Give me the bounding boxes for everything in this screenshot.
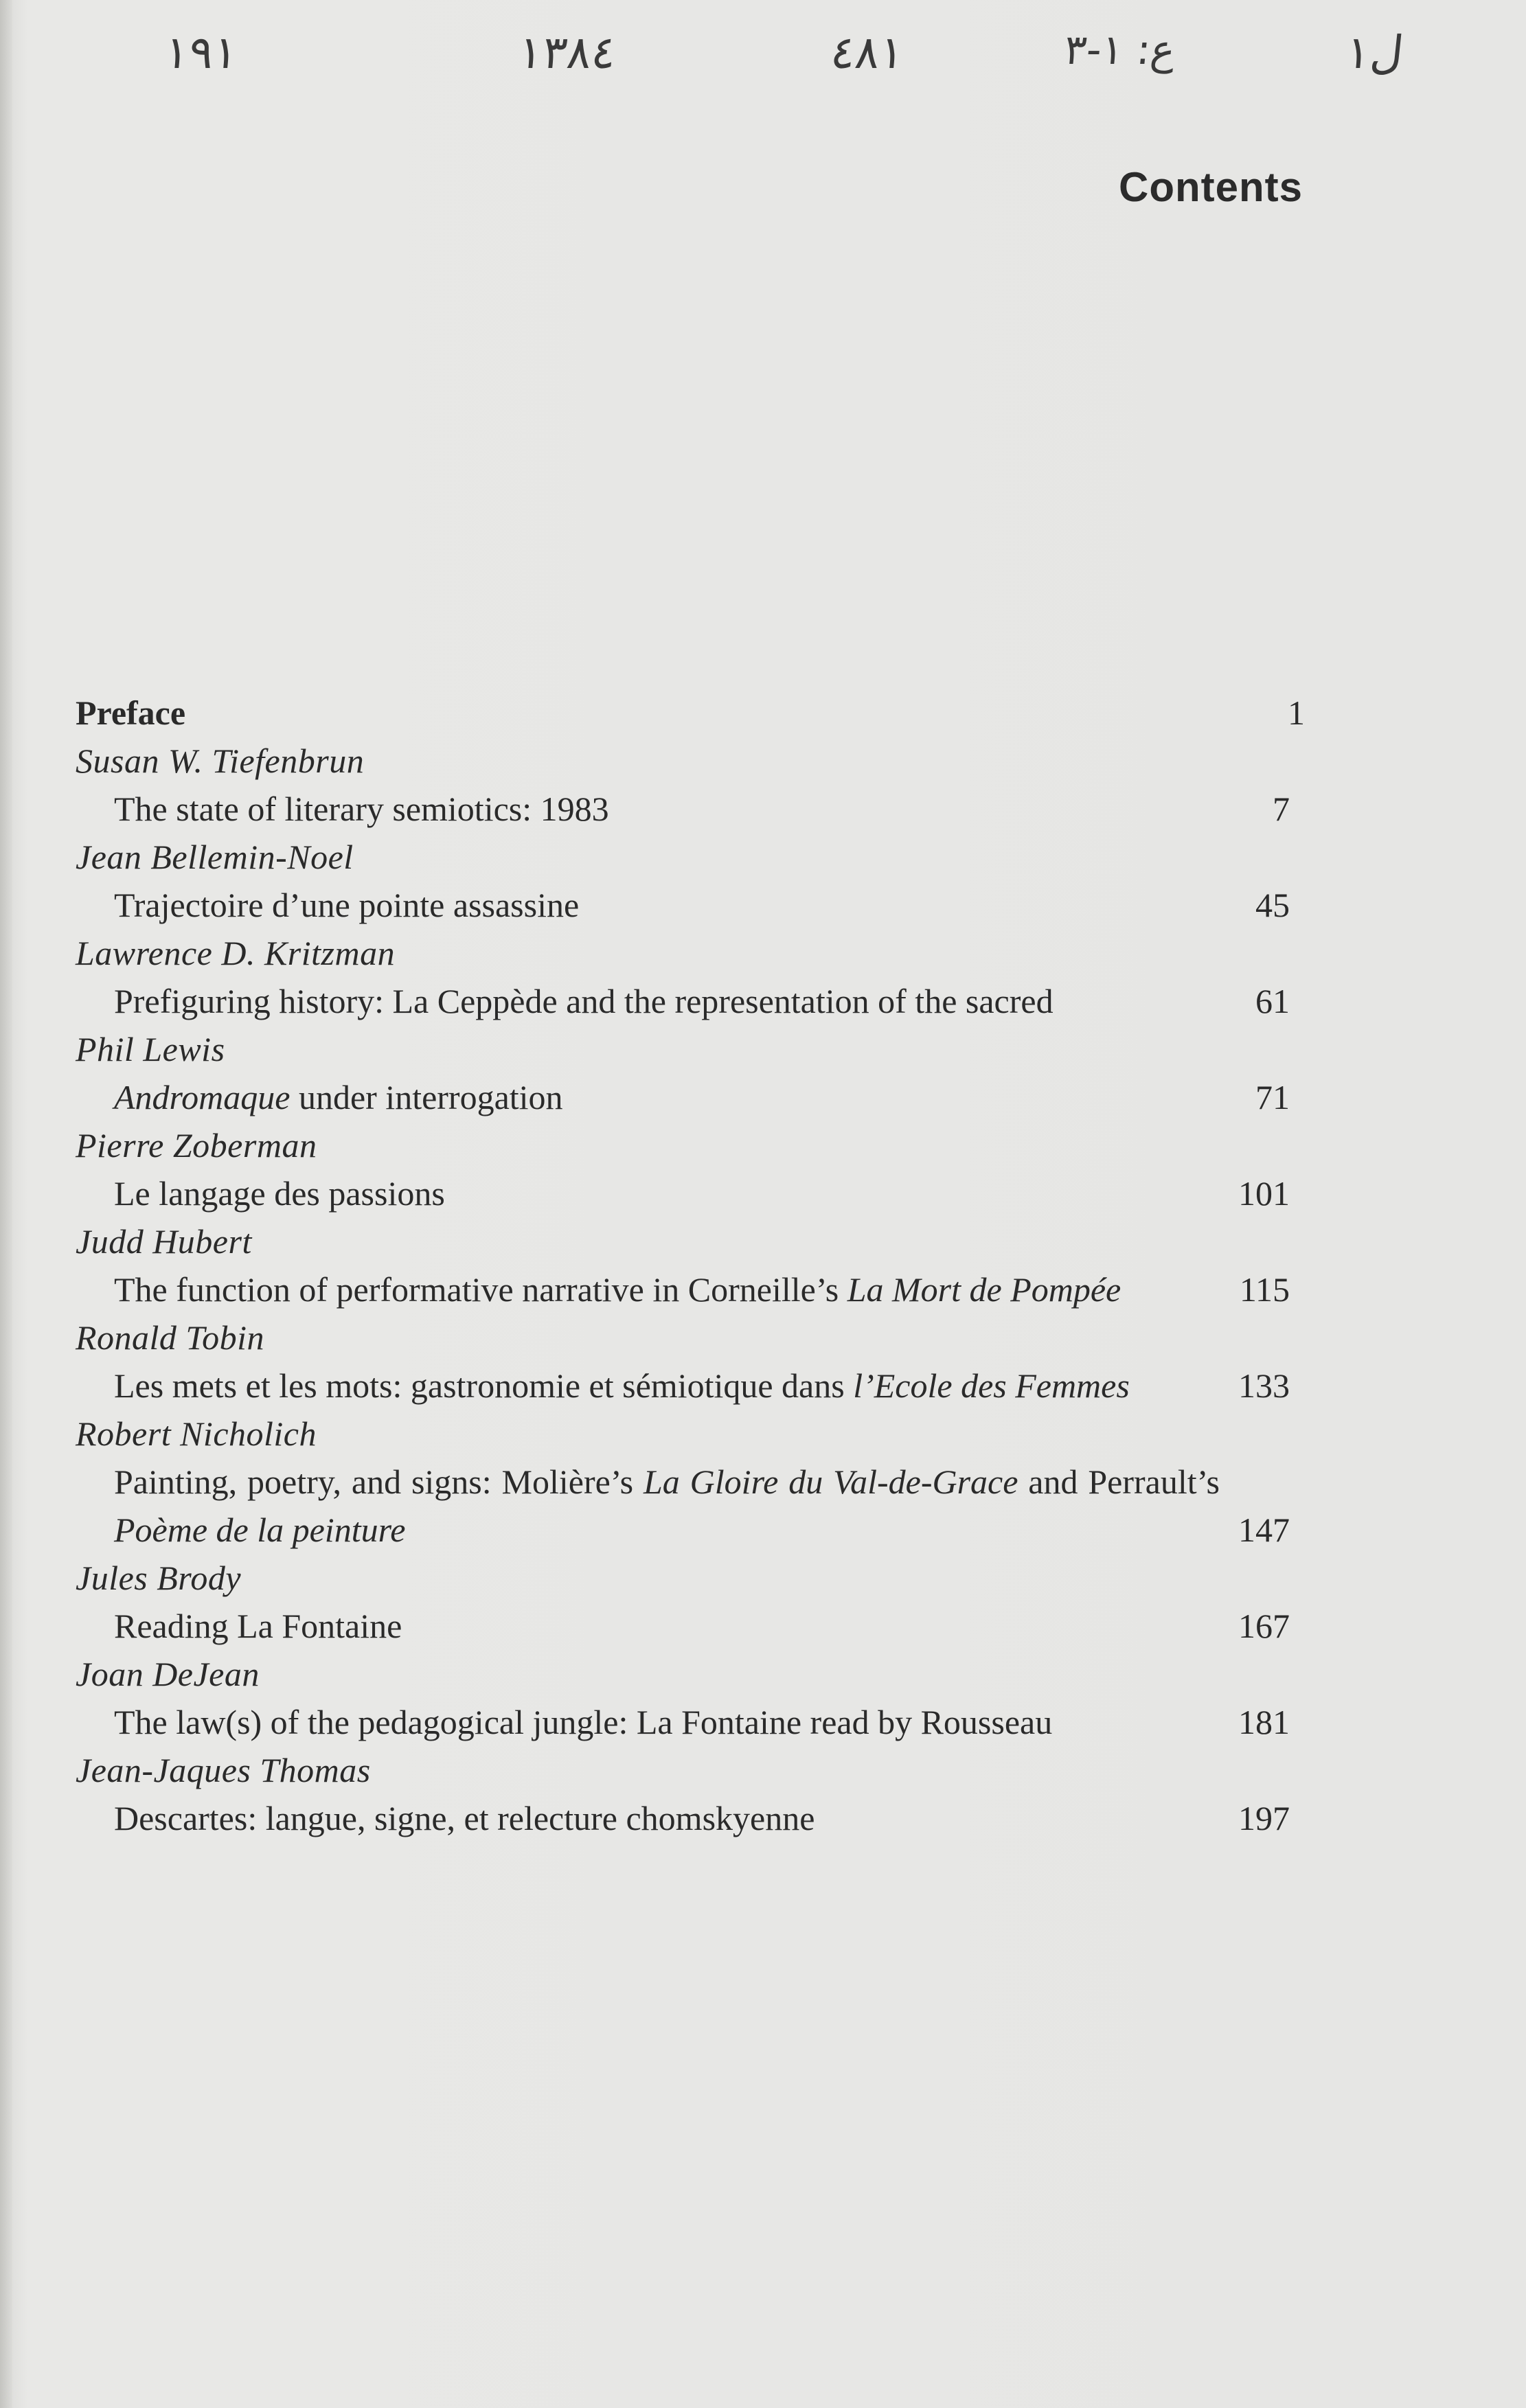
entry-title: [114, 1698, 1220, 1746]
entry-title: [114, 1073, 1220, 1121]
page-number: 1: [1288, 693, 1305, 732]
entry-title: [114, 1602, 1220, 1650]
entry-author: Lawrence D. Kritzman: [76, 934, 396, 972]
entry-title-row: [76, 1169, 1290, 1217]
entry-title-row: [76, 1265, 1290, 1314]
page-number: 167: [1238, 1607, 1290, 1645]
entry-author: Phil Lewis: [76, 1030, 225, 1068]
page-number: 197: [1238, 1799, 1290, 1837]
binding-edge: [0, 0, 12, 2408]
entry-author: Joan DeJean: [76, 1655, 260, 1693]
entry-title: [114, 1794, 1220, 1842]
entry-title-part: Poème de la peinture: [114, 1511, 406, 1549]
entry-title: [114, 881, 1220, 929]
entry-title-part: Le langage des passions: [114, 1174, 445, 1213]
entry-title: [114, 785, 1220, 833]
entry-title-row: [76, 1602, 1290, 1650]
entry-title-row: [76, 977, 1290, 1025]
preface-label: Preface: [76, 693, 186, 732]
entry-title-part: Painting, poetry, and signs: Molière’s: [114, 1463, 644, 1501]
entry-title: [114, 1362, 1220, 1410]
entry-title-row: [76, 881, 1290, 929]
entry-title-part: Descartes: langue, signe, et relecture chomskyenne: [114, 1799, 815, 1837]
page-number: 45: [1255, 886, 1290, 924]
toc-entry: [76, 1410, 1305, 1554]
entry-title-row: [76, 1073, 1290, 1121]
entry-title: [114, 1458, 1220, 1554]
toc-entries: [76, 737, 1305, 1842]
entry-author: Pierre Zoberman: [76, 1126, 317, 1165]
entry-title-row: [76, 1362, 1290, 1410]
entry-author: Jean Bellemin-Noel: [76, 838, 354, 876]
toc-entry: [76, 1314, 1305, 1410]
entry-title-part: La Gloire du Val-de-Grace: [644, 1463, 1018, 1501]
entry-author: Ronald Tobin: [76, 1318, 265, 1357]
entry-title-part: Trajectoire d’une pointe assassine: [114, 886, 580, 924]
entry-title-part: and Perrault’s: [1018, 1463, 1220, 1501]
handwritten-mark: ١٩١: [161, 26, 241, 79]
entry-title-part: The function of performative narrative in Corneille’s: [114, 1270, 847, 1309]
entry-title-part: under interrogation: [290, 1078, 563, 1116]
page-number: 101: [1238, 1174, 1290, 1213]
toc-entry: [76, 737, 1305, 833]
entry-title-part: Reading La Fontaine: [114, 1607, 402, 1645]
entry-author: Judd Hubert: [76, 1222, 252, 1261]
page-title: Contents: [1119, 164, 1303, 210]
entry-title-row: [76, 1458, 1290, 1554]
toc-entry: [76, 929, 1305, 1025]
page-number: 181: [1238, 1703, 1290, 1741]
page-number: 7: [1273, 790, 1290, 828]
toc-entry: [76, 1650, 1305, 1746]
entry-title-part: La Mort de Pompée: [847, 1270, 1121, 1309]
entry-title: [114, 1265, 1220, 1314]
toc-entry: [76, 1121, 1305, 1217]
page-number: 115: [1239, 1270, 1290, 1309]
toc-entry: [76, 1554, 1305, 1650]
toc-preface: [76, 689, 1305, 737]
entry-title-part: Prefiguring history: La Ceppède and the representation of the sacred: [114, 982, 1054, 1020]
toc-entry: [76, 1217, 1305, 1314]
toc-entry: [76, 1746, 1305, 1842]
handwritten-mark: ١٣٨٤: [515, 26, 619, 79]
entry-title-row: [76, 785, 1290, 833]
entry-title: [114, 977, 1220, 1025]
entry-title-part: Andromaque: [114, 1078, 291, 1116]
entry-title-part: The law(s) of the pedagogical jungle: La Fontaine read by Rousseau: [114, 1703, 1053, 1741]
entry-title-row: [76, 1698, 1290, 1746]
handwritten-mark: ل١: [1343, 26, 1407, 79]
handwritten-marks: [0, 26, 1526, 102]
page-number: 61: [1255, 982, 1290, 1020]
handwritten-mark: ٤٨١: [828, 26, 907, 79]
entry-title: [114, 1169, 1220, 1217]
entry-author: Jules Brody: [76, 1559, 242, 1597]
table-of-contents: [76, 689, 1305, 1842]
entry-author: Jean-Jaques Thomas: [76, 1751, 371, 1789]
page-number: 71: [1255, 1078, 1290, 1116]
toc-entry: [76, 833, 1305, 929]
page-number: 147: [1238, 1511, 1290, 1549]
entry-title-part: Les mets et les mots: gastronomie et sémiotique dans: [114, 1366, 854, 1405]
entry-author: Robert Nicholich: [76, 1414, 317, 1453]
entry-title-row: [76, 1794, 1290, 1842]
page-number: 133: [1238, 1366, 1290, 1405]
entry-author: Susan W. Tiefenbrun: [76, 742, 365, 780]
handwritten-mark: ع: ١-٣: [1062, 26, 1178, 74]
toc-entry: [76, 1025, 1305, 1121]
entry-title-part: l’Ecole des Femmes: [853, 1366, 1130, 1405]
entry-title-part: The state of literary semiotics: 1983: [114, 790, 609, 828]
